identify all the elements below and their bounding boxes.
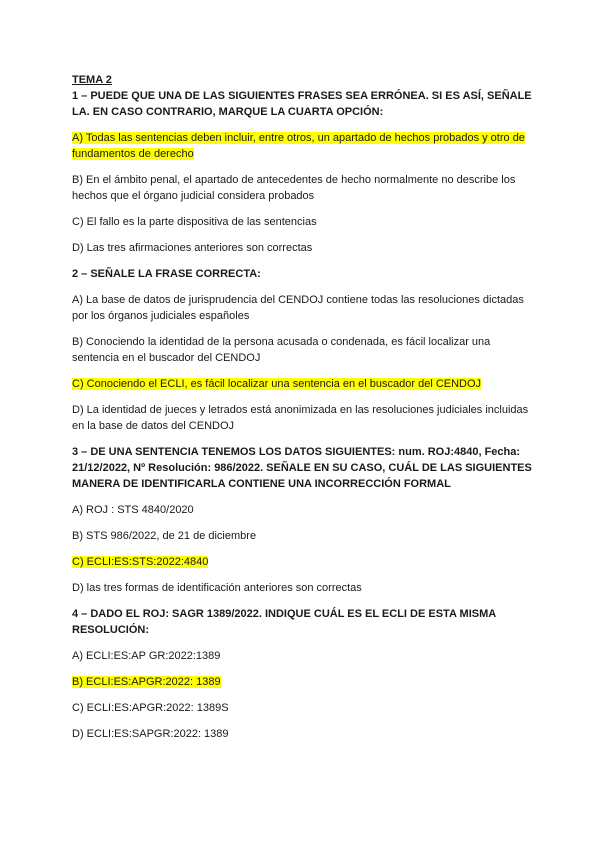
q1-option-b: B) En el ámbito penal, el apartado de antecedentes de hecho normalmente no describe los hechos que el órgano judicial considera probados bbox=[72, 174, 516, 202]
highlighted-answer: B) ECLI:ES:APGR:2022: 1389 bbox=[72, 676, 221, 688]
doc-title: TEMA 2 bbox=[72, 74, 112, 86]
highlighted-answer: C) Conociendo el ECLI, es fácil localizar una sentencia en el buscador del CENDOJ bbox=[72, 378, 482, 390]
q4-option-d: D) ECLI:ES:SAPGR:2022: 1389 bbox=[72, 728, 229, 740]
question-2: 2 – SEÑALE LA FRASE CORRECTA: bbox=[72, 268, 261, 280]
q2-option-a: A) La base de datos de jurisprudencia del CENDOJ contiene todas las resoluciones dictadas por los órganos judiciales españoles bbox=[72, 294, 524, 322]
question-3: 3 – DE UNA SENTENCIA TENEMOS LOS DATOS SIGUIENTES: num. ROJ:4840, Fecha: 21/12/2022, Nº Resolución: 986/2022. SEÑALE EN SU CASO, CUÁL DE LAS SIGUIENTES MANERA DE IDENTIFICARLA CONTIENE UNA INCORRECCIÓN FORMAL bbox=[72, 446, 532, 490]
q2-option-c bbox=[72, 376, 532, 392]
q3-option-c bbox=[72, 554, 532, 570]
q3-option-d: D) las tres formas de identificación anteriores son correctas bbox=[72, 582, 362, 594]
q3-option-a: A) ROJ : STS 4840/2020 bbox=[72, 504, 194, 516]
question-4: 4 – DADO EL ROJ: SAGR 1389/2022. INDIQUE CUÁL ES EL ECLI DE ESTA MISMA RESOLUCIÓN: bbox=[72, 608, 496, 636]
q4-option-b bbox=[72, 674, 532, 690]
q2-option-d: D) La identidad de jueces y letrados está anonimizada en las resoluciones judiciales incluidas en la base de datos del CENDOJ bbox=[72, 404, 529, 432]
q1-option-c: C) El fallo es la parte dispositiva de las sentencias bbox=[72, 216, 317, 228]
q2-option-b: B) Conociendo la identidad de la persona acusada o condenada, es fácil localizar una sentencia en el buscador del CENDOJ bbox=[72, 336, 491, 364]
q1-option-a bbox=[72, 130, 532, 162]
highlighted-answer: C) ECLI:ES:STS:2022:4840 bbox=[72, 556, 209, 568]
highlighted-answer: A) Todas las sentencias deben incluir, entre otros, un apartado de hechos probados y otro de fundamentos de derecho bbox=[72, 132, 525, 160]
q4-option-c: C) ECLI:ES:APGR:2022: 1389S bbox=[72, 702, 229, 714]
document-body bbox=[72, 72, 532, 752]
q1-option-d: D) Las tres afirmaciones anteriores son correctas bbox=[72, 242, 313, 254]
question-1: 1 – PUEDE QUE UNA DE LAS SIGUIENTES FRASES SEA ERRÓNEA. SI ES ASÍ, SEÑALE LA. EN CASO CONTRARIO, MARQUE LA CUARTA OPCIÓN: bbox=[72, 90, 532, 118]
q3-option-b: B) STS 986/2022, de 21 de diciembre bbox=[72, 530, 257, 542]
q4-option-a: A) ECLI:ES:AP GR:2022:1389 bbox=[72, 650, 221, 662]
